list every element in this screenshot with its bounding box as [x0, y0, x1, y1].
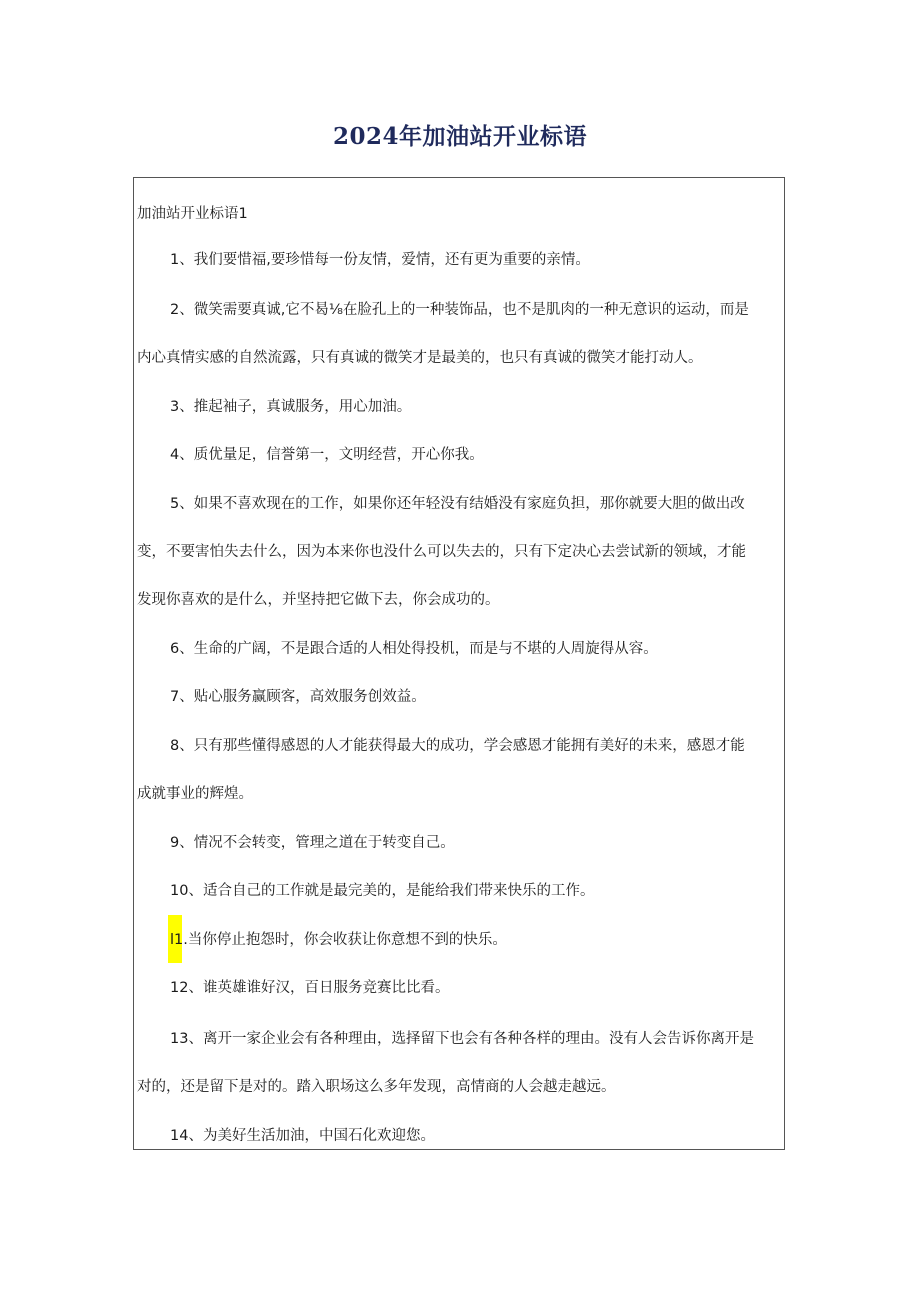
paragraph-line: 内心真情实感的自然流露，只有真诚的微笑才是最美的，也只有真诚的微笑才能打动人。	[137, 350, 703, 366]
highlight-marker	[170, 930, 188, 950]
paragraph-line: 14、为美好生活加油，中国石化欢迎您。	[170, 1128, 435, 1144]
paragraph-line: 5、如果不喜欢现在的工作，如果你还年轻没有结婚没有家庭负担，那你就要大胆的做出改	[170, 496, 745, 512]
paragraph-line: 13、离开一家企业会有各种理由，选择留下也会有各种各样的理由。没有人会告诉你离开是	[170, 1031, 754, 1047]
paragraph-line: 发现你喜欢的是什么，并坚持把它做下去，你会成功的。	[137, 592, 500, 608]
paragraph-line: 12、谁英雄谁好汉，百日服务竞赛比比看。	[170, 980, 450, 996]
document-title: 2024年加油站开业标语	[332, 123, 587, 150]
paragraph-line: 变，不要害怕失去什么，因为本来你也没什么可以失去的，只有下定决心去尝试新的领域，才能	[137, 544, 746, 560]
paragraph-line: 6、生命的广阔，不是跟合适的人相处得投机，而是与不堪的人周旋得从容。	[170, 641, 658, 657]
paragraph-line-highlighted	[170, 930, 507, 950]
paragraph-line: 成就事业的辉煌。	[137, 786, 253, 802]
paragraph-line: 9、情况不会转变，管理之道在于转变自己。	[170, 835, 455, 851]
paragraph-line: 10、适合自己的工作就是最完美的，是能给我们带来快乐的工作。	[170, 883, 595, 899]
section-heading: 加油站开业标语1	[137, 206, 248, 222]
paragraph-line: 对的，还是留下是对的。踏入职场这么多年发现，高情商的人会越走越远。	[137, 1079, 616, 1095]
paragraph-line: 7、贴心服务赢顾客，高效服务创效益。	[170, 689, 426, 705]
paragraph-line: 8、只有那些懂得感恩的人才能获得最大的成功，学会感恩才能拥有美好的未来，感恩才能	[170, 738, 745, 754]
paragraph-line: 2、微笑需要真诚,它不曷⅛在脸孔上的一种装饰品，也不是肌肉的一种无意识的运动，而是	[170, 302, 749, 318]
paragraph-line: 4、质优量足，信誉第一，文明经营，开心你我。	[170, 447, 484, 463]
paragraph-line: 1、我们要惜福,要珍惜每一份友情，爱情，还有更为重要的亲情。	[170, 252, 590, 268]
item-number: l1.	[170, 932, 188, 948]
paragraph-line: 3、推起袖子，真诚服务，用心加油。	[170, 399, 412, 415]
paragraph-text: 当你停止抱怨时，你会收获让你意想不到的快乐。	[187, 932, 507, 948]
content-box	[133, 177, 785, 1150]
